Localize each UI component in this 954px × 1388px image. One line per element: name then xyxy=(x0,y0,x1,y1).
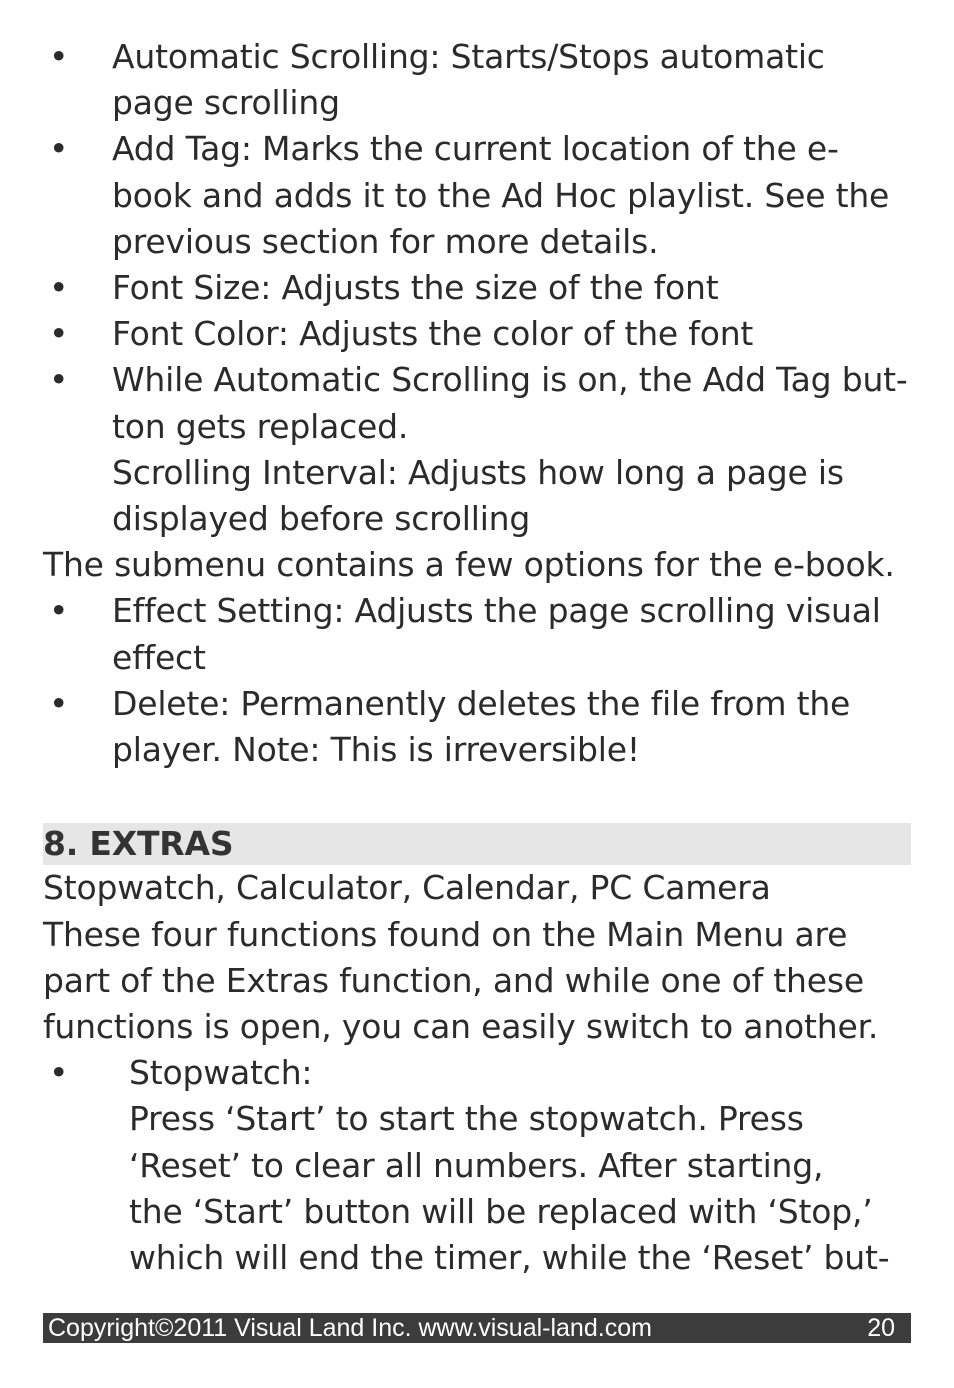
paragraph-line: part of the Extras function, and while one of these xyxy=(43,960,864,1000)
paragraph-line: functions is open, you can easily switch to another. xyxy=(43,1007,879,1047)
bullet: • xyxy=(49,129,69,169)
list-item-line: book and adds it to the Ad Hoc playlist. See the xyxy=(112,175,890,215)
list-item xyxy=(43,588,911,680)
list-item xyxy=(43,1050,911,1281)
bullet: • xyxy=(49,591,69,631)
section-paragraph xyxy=(43,912,911,1051)
list-item xyxy=(43,265,911,311)
page-number: 20 xyxy=(867,1314,895,1342)
bullet: • xyxy=(49,268,69,308)
list-item xyxy=(43,34,911,126)
list-item-line: previous section for more details. xyxy=(112,221,659,261)
list-item-line: Press ‘Start’ to start the stopwatch. Press xyxy=(129,1099,804,1139)
list-item-line: Add Tag: Marks the current location of the e- xyxy=(112,129,839,169)
list-item xyxy=(43,681,911,773)
list-item-line: page scrolling xyxy=(112,83,340,123)
copyright-text: Copyright©2011 Visual Land Inc. www.visual-land.com xyxy=(48,1314,652,1342)
list-item-line: Font Size: Adjusts the size of the font xyxy=(112,268,719,308)
page-footer xyxy=(43,1313,911,1343)
list-item-line: Automatic Scrolling: Starts/Stops automatic xyxy=(112,37,825,76)
bullet: • xyxy=(49,1053,69,1093)
list-item-line: Scrolling Interval: Adjusts how long a page is xyxy=(112,452,844,492)
list-item-line: displayed before scrolling xyxy=(112,499,531,539)
paragraph-line: These four functions found on the Main Menu are xyxy=(43,914,848,954)
page-content xyxy=(43,34,911,1281)
list-item xyxy=(43,311,911,357)
bullet: • xyxy=(49,360,69,400)
ebook-options-list xyxy=(43,34,911,542)
list-item xyxy=(43,357,911,542)
section-subtitle: Stopwatch, Calculator, Calendar, PC Camera xyxy=(43,868,771,908)
list-item-line: ‘Reset’ to clear all numbers. After starting, xyxy=(129,1145,824,1185)
list-item xyxy=(43,126,911,265)
list-item-line: player. Note: This is irreversible! xyxy=(112,730,640,770)
spacer xyxy=(43,773,911,819)
list-item-line: which will end the timer, while the ‘Reset’ but- xyxy=(129,1238,890,1278)
list-item-line: effect xyxy=(112,637,206,677)
list-item-line: Delete: Permanently deletes the file from the xyxy=(112,683,851,723)
bullet: • xyxy=(49,37,69,76)
list-item-line: the ‘Start’ button will be replaced with ‘Stop,’ xyxy=(129,1191,873,1231)
list-item-line: Stopwatch: xyxy=(129,1053,313,1093)
list-item-line: Effect Setting: Adjusts the page scrolling visual xyxy=(112,591,881,631)
list-item-line: ton gets replaced. xyxy=(112,406,409,446)
section-heading: 8. EXTRAS xyxy=(43,823,911,865)
extras-list xyxy=(43,1050,911,1281)
list-item-line: Font Color: Adjusts the color of the font xyxy=(112,314,754,354)
submenu-options-list xyxy=(43,588,911,773)
bullet: • xyxy=(49,314,69,354)
list-item-line: While Automatic Scrolling is on, the Add Tag but- xyxy=(112,360,908,400)
submenu-intro: The submenu contains a few options for the e-book. xyxy=(43,545,895,585)
bullet: • xyxy=(49,683,69,723)
